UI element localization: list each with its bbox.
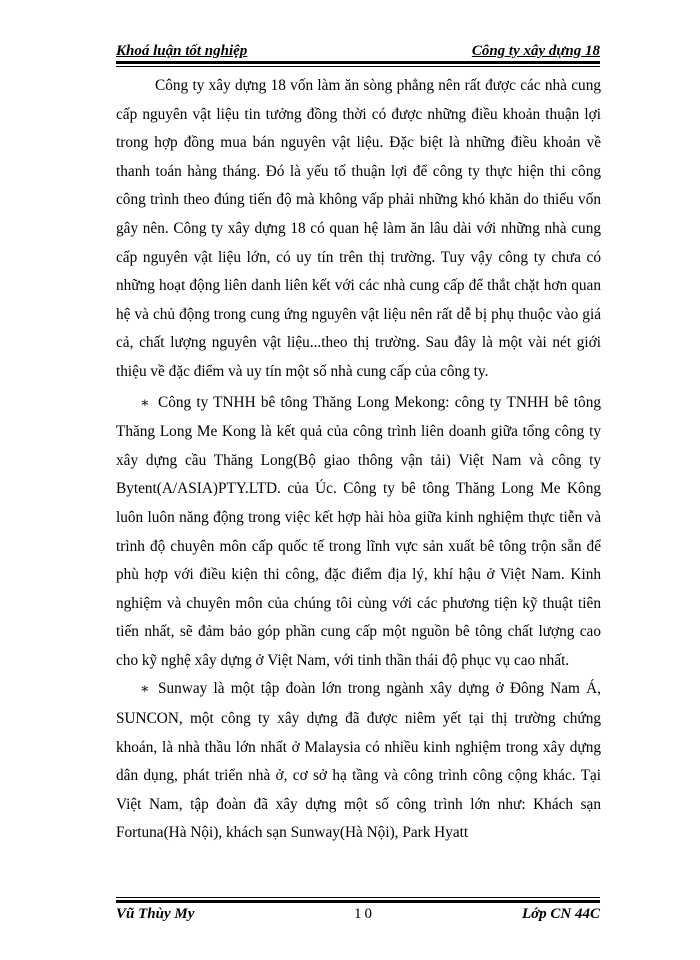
page-footer: [116, 906, 600, 930]
bullet-item-sunway: [116, 675, 601, 848]
bullet-text: Công ty TNHH bê tông Thăng Long Mekong: công ty TNHH bê tông Thăng Long Me Kong là kết quả của công trình liên doanh giữa tổng công ty xây dựng cầu Thăng Long(Bộ giao thông vận tải) Việt Nam và công ty Bytent(A/ASIA)PTY.LTD. của Úc. Công ty bê tông Thăng Long Me Kông luôn luôn năng động trong việc kết hợp hài hòa giữa kinh nghiệm thực tiễn và trình độ chuyên môn cấp quốc tế trong lĩnh vực sản xuất bê tông trộn sẵn để phù hợp với điều kiện thi công, đặc điểm địa lý, khí hậu ở Việt Nam. Kinh nghiệm và chuyên môn của chúng tôi cùng với các phương tiện kỹ thuật tiên tiến nhất, sẽ đảm bảo góp phần cung cấp một nguồn bê tông chất lượng cao cho kỹ nghệ xây dựng ở Việt Nam, với tinh thần thái độ phục vụ cao nhất.: [116, 393, 601, 669]
header-rule-thick: [116, 61, 600, 64]
header-thesis-title: Khoá luận tốt nghiệp: [116, 43, 248, 59]
bullet-text: Sunway là một tập đoàn lớn trong ngành xây dựng ở Đông Nam Á, SUNCON, một công ty xây dựng đã được niêm yết tại thị trường chứng khoán, là nhà thầu lớn nhất ở Malaysia có nhiều kinh nghiệm trong xây dựng dân dụng, phát triển nhà ở, cơ sở hạ tầng và công trình công cộng khác. Tại Việt Nam, tập đoàn đã xây dựng một số công trình lớn như: Khách sạn Fortuna(Hà Nội), khách sạn Sunway(Hà Nội), Park Hyatt: [116, 680, 601, 842]
page-number: 10: [354, 906, 375, 922]
footer-rule-thick: [116, 900, 600, 903]
footer-author: Vũ Thùy My: [116, 906, 195, 922]
bullet-marker: ∗: [140, 395, 150, 411]
footer-rule-thin: [116, 897, 600, 898]
intro-paragraph: Công ty xây dựng 18 vốn làm ăn sòng phẳng nên rất được các nhà cung cấp nguyên vật liệu tin tưởng đồng thời có được những điều khoản thuận lợi trong hợp đồng mua bán nguyên vật liệu. Đặc biệt là những điều khoản về thanh toán hàng tháng. Đó là yếu tố thuận lợi để công ty thực hiện thi công công trình theo đúng tiến độ mà không vấp phải những khó khăn do thiếu vốn gây nên. Công ty xây dựng 18 có quan hệ làm ăn lâu dài với những nhà cung cấp nguyên vật liệu lớn, có uy tín trên thị trường. Tuy vậy công ty chưa có những hoạt động liên danh liên kết với các nhà cung cấp để thắt chặt hơn quan hệ và chủ động trong cung ứng nguyên vật liệu nên rất dễ bị phụ thuộc vào giá cả, chất lượng nguyên vật liệu...theo thị trường. Sau đây là một vài nét giới thiệu về đặc điểm và uy tín một số nhà cung cấp của công ty.: [116, 77, 601, 380]
bullet-item-thang-long-mekong: [116, 389, 601, 676]
header-company-name: Công ty xây dựng 18: [471, 43, 600, 59]
header-rule-thin: [116, 66, 600, 67]
page-header: [116, 38, 600, 62]
bullet-marker: ∗: [140, 682, 150, 698]
page-body: [116, 72, 601, 848]
footer-class: Lớp CN 44C: [521, 906, 600, 922]
